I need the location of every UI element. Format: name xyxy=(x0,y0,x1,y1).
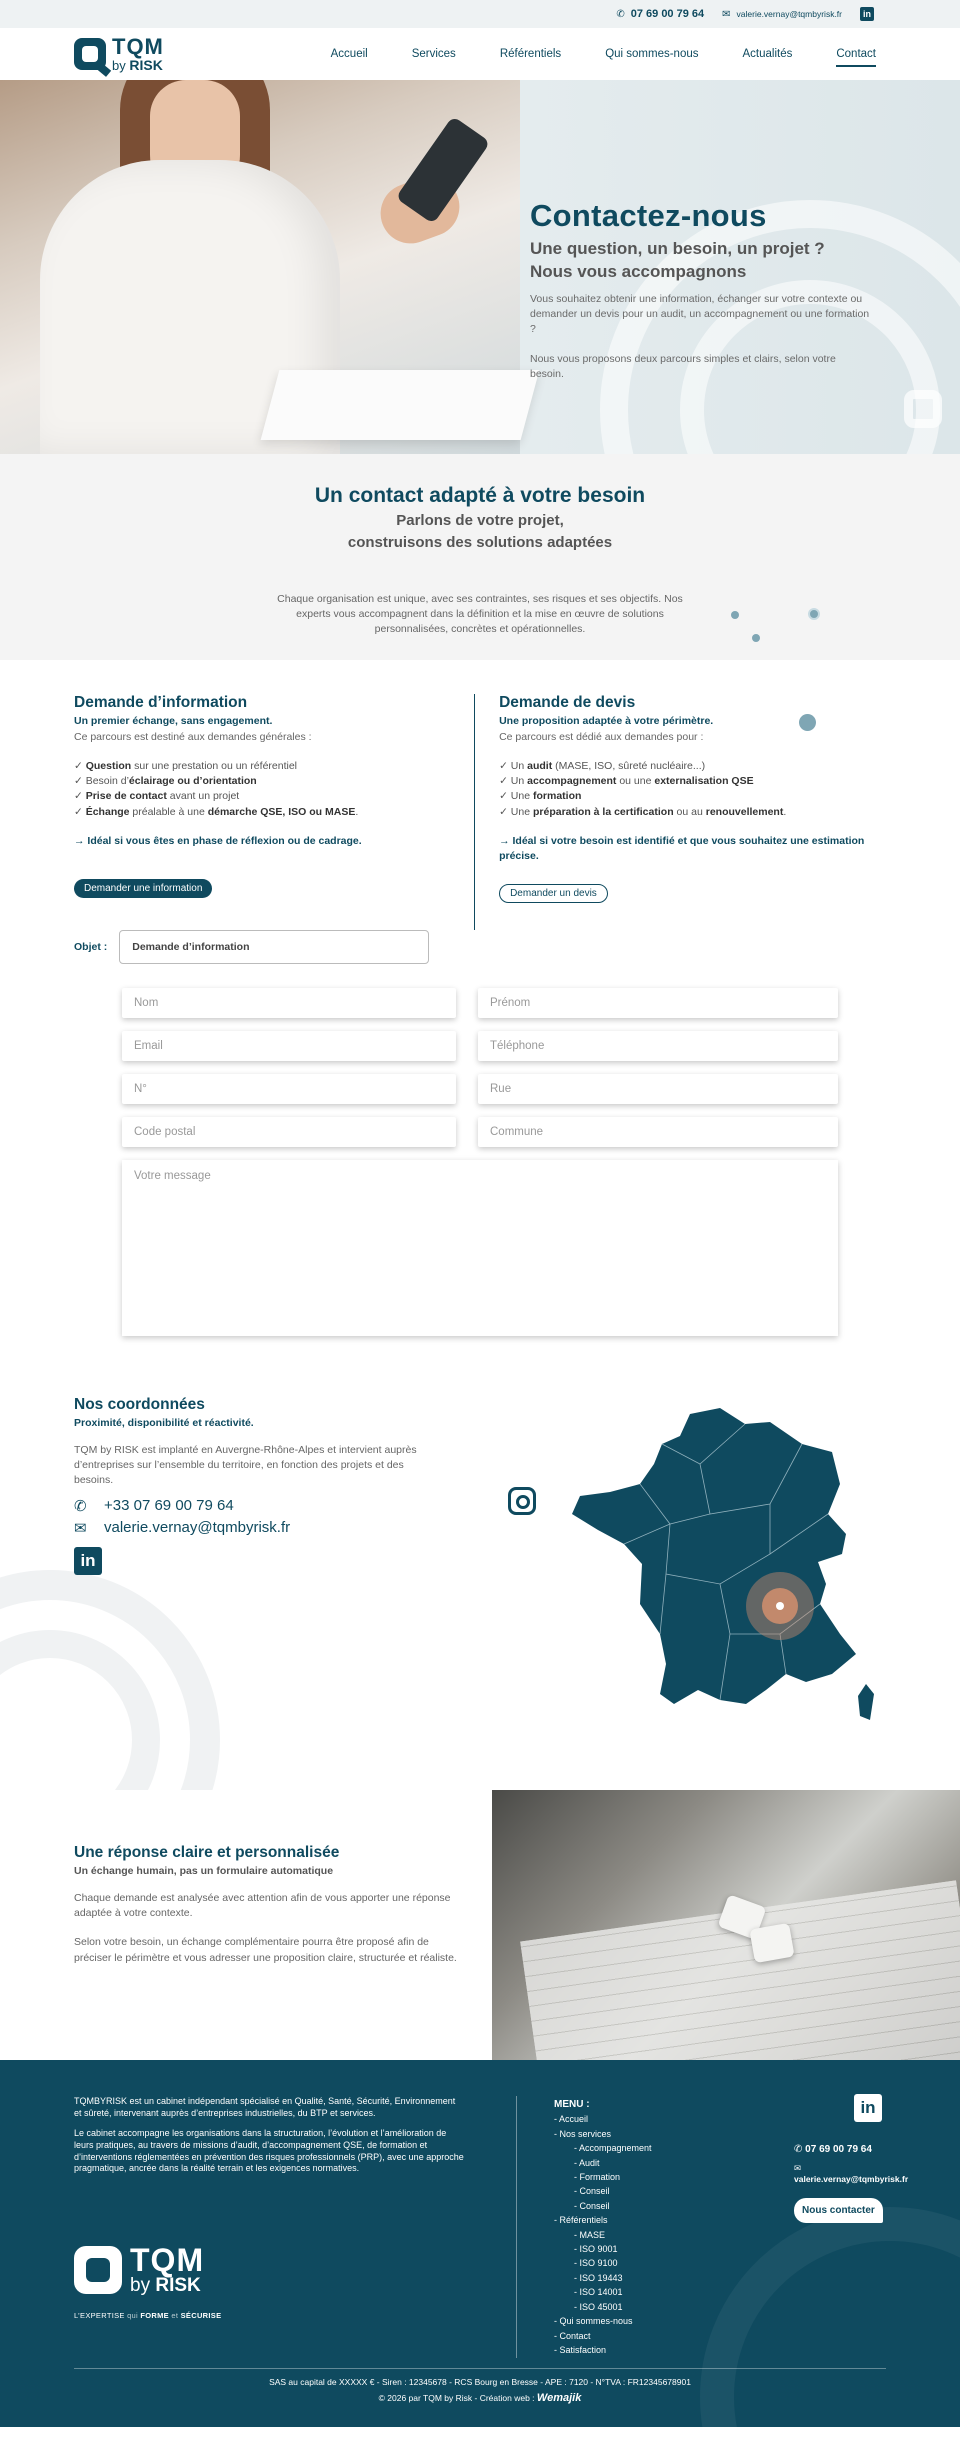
street-number-field[interactable]: N° xyxy=(122,1074,456,1104)
decor-dot xyxy=(799,714,816,731)
footer-link-iso-14001[interactable]: - ISO 14001 xyxy=(574,2287,623,2298)
linkedin-icon[interactable]: in xyxy=(74,1547,102,1575)
topbar-email-text: valerie.vernay@tqmbyrisk.fr xyxy=(736,9,842,19)
nav-actualites[interactable]: Actualités xyxy=(742,48,793,60)
corsica-shape xyxy=(858,1684,874,1720)
footer-logo[interactable] xyxy=(74,2244,204,2295)
france-map xyxy=(570,1404,880,1724)
form-fields xyxy=(122,988,836,1147)
request-types-section xyxy=(0,660,960,930)
instagram-icon[interactable] xyxy=(508,1487,536,1515)
response-section xyxy=(0,1790,960,2060)
footer-logo-tqm: TQM xyxy=(130,2242,205,2278)
footer-phone[interactable]: ✆ 07 69 00 79 64 xyxy=(794,2144,872,2155)
subject-select[interactable]: Demande d’information xyxy=(119,930,429,964)
coords-title: Nos coordonnées xyxy=(74,1396,205,1413)
adapt-text: Chaque organisation est unique, avec ses contraintes, ses risques et ses objectifs. Nos experts vous accompagnent dans la définition et la mise en œuvre de solutions personnalisées, concrètes et opérationnelles. xyxy=(277,592,683,635)
contact-form xyxy=(0,930,960,1390)
coords-sub: Proximité, disponibilité et réactivité. xyxy=(74,1417,254,1429)
footer-about xyxy=(74,2096,464,2175)
devis-ideal: → Idéal si votre besoin est identifié et que vous souhaitez une estimation précise. xyxy=(499,834,865,863)
footer-link-accueil[interactable]: - Accueil xyxy=(554,2114,589,2125)
list-item: ✓ Question sur une prestation ou un référentiel xyxy=(74,759,450,774)
footer-link-qui-sommes-nous[interactable]: - Qui sommes-nous xyxy=(554,2316,633,2327)
email-field[interactable]: Email xyxy=(122,1031,456,1061)
site-logo[interactable] xyxy=(74,36,164,72)
footer-link-iso-45001[interactable]: - ISO 45001 xyxy=(574,2301,623,2312)
adapt-sub-2: construisons des solutions adaptées xyxy=(347,533,613,551)
adapt-title: Un contact adapté à votre besoin xyxy=(314,484,646,507)
footer-about-1: TQMBYRISK est un cabinet indépendant spécialisé en Qualité, Santé, Sécurité, Environnement et sûreté, intervenant auprès d’entreprises industrielles, du BTP et services. xyxy=(74,2096,456,2118)
logo-by: by xyxy=(112,58,126,73)
devis-intro: Ce parcours est dédié aux demandes pour : xyxy=(499,731,704,743)
footer-email[interactable]: ✉ valerie.vernay@tqmbyrisk.fr xyxy=(794,2163,909,2184)
contact-us-button[interactable]: Nous contacter xyxy=(794,2198,883,2223)
postal-code-field[interactable]: Code postal xyxy=(122,1117,456,1147)
site-header xyxy=(0,28,960,80)
hero-subtitle-1: Une question, un besoin, un projet ? xyxy=(530,239,825,258)
reponse-paragraph-2: Selon votre besoin, un échange complémentaire pourra être proposé afin de préciser le périmètre et vous adresser une proposition claire, structurée et réaliste. xyxy=(74,1936,457,1964)
first-name-field[interactable]: Prénom xyxy=(478,988,838,1018)
footer-link-contact[interactable]: - Contact xyxy=(554,2330,591,2341)
logo-tqm: TQM xyxy=(112,34,164,59)
request-info-button[interactable]: Demander une information xyxy=(74,879,212,898)
phone-field[interactable]: Téléphone xyxy=(478,1031,838,1061)
list-item: ✓ Une formation xyxy=(499,789,886,804)
hero-photo xyxy=(0,80,520,454)
city-field[interactable]: Commune xyxy=(478,1117,838,1147)
hero-q-icon xyxy=(904,390,942,428)
footer-menu xyxy=(554,2098,652,2357)
nav-accueil[interactable]: Accueil xyxy=(330,48,368,60)
coords-email[interactable] xyxy=(74,1519,444,1537)
mail-icon: ✉ xyxy=(722,8,731,20)
linkedin-icon[interactable]: in xyxy=(860,7,874,21)
coordinates-section xyxy=(0,1390,960,1790)
creator-link[interactable]: Wemajik xyxy=(536,2392,582,2405)
footer-legal xyxy=(74,2368,886,2407)
phone-icon: ✆ xyxy=(616,8,625,20)
hero-subtitle-2: Nous vous accompagnons xyxy=(530,261,747,281)
footer-link-mase[interactable]: - MASE xyxy=(574,2229,606,2240)
footer-link-satisfaction[interactable]: - Satisfaction xyxy=(554,2344,607,2355)
hero-text xyxy=(530,198,870,382)
puzzle-photo xyxy=(492,1790,960,2060)
nav-qui-sommes-nous[interactable]: Qui sommes-nous xyxy=(605,48,699,60)
info-request-column xyxy=(74,694,474,930)
nav-services[interactable]: Services xyxy=(411,48,456,60)
footer-link-conseil-2[interactable]: - Conseil xyxy=(574,2200,610,2211)
decor-dot xyxy=(808,608,820,620)
reponse-title: Une réponse claire et personnalisée xyxy=(74,1844,340,1861)
devis-title: Demande de devis xyxy=(499,694,636,711)
adapted-contact-section xyxy=(0,454,960,660)
footer-link-iso-9001[interactable]: - ISO 9001 xyxy=(574,2244,618,2255)
logo-q-icon xyxy=(74,2246,122,2294)
hero-paragraph-1: Vous souhaitez obtenir une information, échanger sur votre contexte ou demander un devis pour un audit, un accompagnement ou une formation ? xyxy=(530,292,870,336)
hero-paragraph-2: Nous vous proposons deux parcours simples et clairs, selon votre besoin. xyxy=(530,352,836,380)
quote-request-column xyxy=(474,694,886,930)
footer-logo-risk: RISK xyxy=(155,2275,201,2296)
page-title: Contactez-nous xyxy=(530,198,767,233)
top-bar xyxy=(0,0,960,28)
phone-icon: ✆ xyxy=(794,2144,806,2155)
subject-label: Objet : xyxy=(74,941,108,953)
list-item: ✓ Un audit (MASE, ISO, sûreté nucléaire...) xyxy=(499,759,886,774)
nav-referentiels[interactable]: Référentiels xyxy=(499,48,562,60)
location-marker xyxy=(776,1602,784,1610)
coords-text: TQM by RISK est implanté en Auvergne-Rhône-Alpes et intervient auprès d’entreprises sur l’ensemble du territoire, en fonction des projets et des besoins. xyxy=(74,1444,417,1487)
mail-icon: ✉ xyxy=(794,2163,802,2173)
message-field[interactable]: Votre message xyxy=(122,1160,838,1336)
footer-contact xyxy=(794,2094,914,2223)
footer-tagline: L’EXPERTISE qui FORME et SÉCURISE xyxy=(74,2311,222,2320)
footer-logo-by: by xyxy=(130,2275,151,2296)
info-intro: Ce parcours est destiné aux demandes générales : xyxy=(74,731,312,743)
linkedin-icon[interactable]: in xyxy=(854,2094,882,2122)
decor-dot xyxy=(731,611,739,619)
footer-link-iso-19443[interactable]: - ISO 19443 xyxy=(574,2272,623,2283)
footer-link-formation[interactable]: - Formation xyxy=(574,2172,621,2183)
logo-q-icon xyxy=(74,38,106,70)
street-field[interactable]: Rue xyxy=(478,1074,838,1104)
last-name-field[interactable]: Nom xyxy=(122,988,456,1018)
coords-email-text: valerie.vernay@tqmbyrisk.fr xyxy=(104,1519,291,1537)
devis-sub: Une proposition adaptée à votre périmètre. xyxy=(499,715,714,727)
topbar-phone[interactable] xyxy=(616,8,704,20)
footer-link-services[interactable]: - Nos services xyxy=(554,2128,612,2139)
devis-list xyxy=(499,759,886,820)
nav-contact[interactable]: Contact xyxy=(814,48,876,60)
reponse-paragraph-1: Chaque demande est analysée avec attention afin de vous apporter une réponse adaptée à votre contexte. xyxy=(74,1892,451,1920)
phone-icon: ✆ xyxy=(74,1497,87,1515)
footer-about-2: Le cabinet accompagne les organisations dans la structuration, l’évolution et l’amélioration de leurs pratiques, au travers de missions d’audit, d’accompagnement QSE, de formation et d’interventions réglementées en prévention des risques professionnels (PRP), avec une approche pragmatique, ancrée dans la réalité terrain et les exigences normatives. xyxy=(74,2128,464,2174)
coords-phone-text: +33 07 69 00 79 64 xyxy=(104,1497,234,1515)
reponse-sub: Un échange humain, pas un formulaire automatique xyxy=(74,1865,334,1877)
hero-section xyxy=(0,80,960,454)
footer-link-iso-9100[interactable]: - ISO 9100 xyxy=(574,2258,618,2269)
logo-risk: RISK xyxy=(129,57,163,73)
footer-menu-title: MENU : xyxy=(554,2099,590,2110)
list-item: ✓ Besoin d’éclairage ou d’orientation xyxy=(74,774,450,789)
copyright: © 2026 par TQM by Risk - Création web : Wemajik xyxy=(378,2392,582,2405)
main-nav xyxy=(309,48,876,60)
list-item: ✓ Échange préalable à une démarche QSE, ISO ou MASE. xyxy=(74,805,450,820)
info-ideal: → Idéal si vous êtes en phase de réflexion ou de cadrage. xyxy=(74,834,362,847)
adapt-sub-1: Parlons de votre projet, xyxy=(396,512,564,529)
subject-row xyxy=(74,930,886,964)
info-list xyxy=(74,759,450,820)
request-quote-button[interactable]: Demander un devis xyxy=(499,884,608,903)
footer-link-referentiels[interactable]: - Référentiels xyxy=(554,2215,608,2226)
mail-icon: ✉ xyxy=(74,1519,87,1537)
topbar-email[interactable] xyxy=(722,9,842,20)
decor-dot xyxy=(752,634,760,642)
footer-link-audit[interactable]: - Audit xyxy=(574,2157,600,2168)
site-footer xyxy=(0,2060,960,2427)
footer-link-conseil[interactable]: - Conseil xyxy=(574,2186,610,2197)
coords-phone[interactable] xyxy=(74,1497,444,1515)
topbar-phone-text: 07 69 00 79 64 xyxy=(630,8,705,20)
info-title: Demande d’information xyxy=(74,694,248,711)
footer-link-accompagnement[interactable]: - Accompagnement xyxy=(574,2143,652,2154)
legal-text: SAS au capital de XXXXX € - Siren : 12345678 - RCS Bourg en Bresse - APE : 7120 - N°TVA : FR12345678901 xyxy=(269,2377,691,2387)
france-map-shape xyxy=(572,1408,856,1704)
list-item: ✓ Un accompagnement ou une externalisation QSE xyxy=(499,774,886,789)
info-sub: Un premier échange, sans engagement. xyxy=(74,715,273,727)
list-item: ✓ Prise de contact avant un projet xyxy=(74,789,450,804)
list-item: ✓ Une préparation à la certification ou au renouvellement. xyxy=(499,805,886,820)
